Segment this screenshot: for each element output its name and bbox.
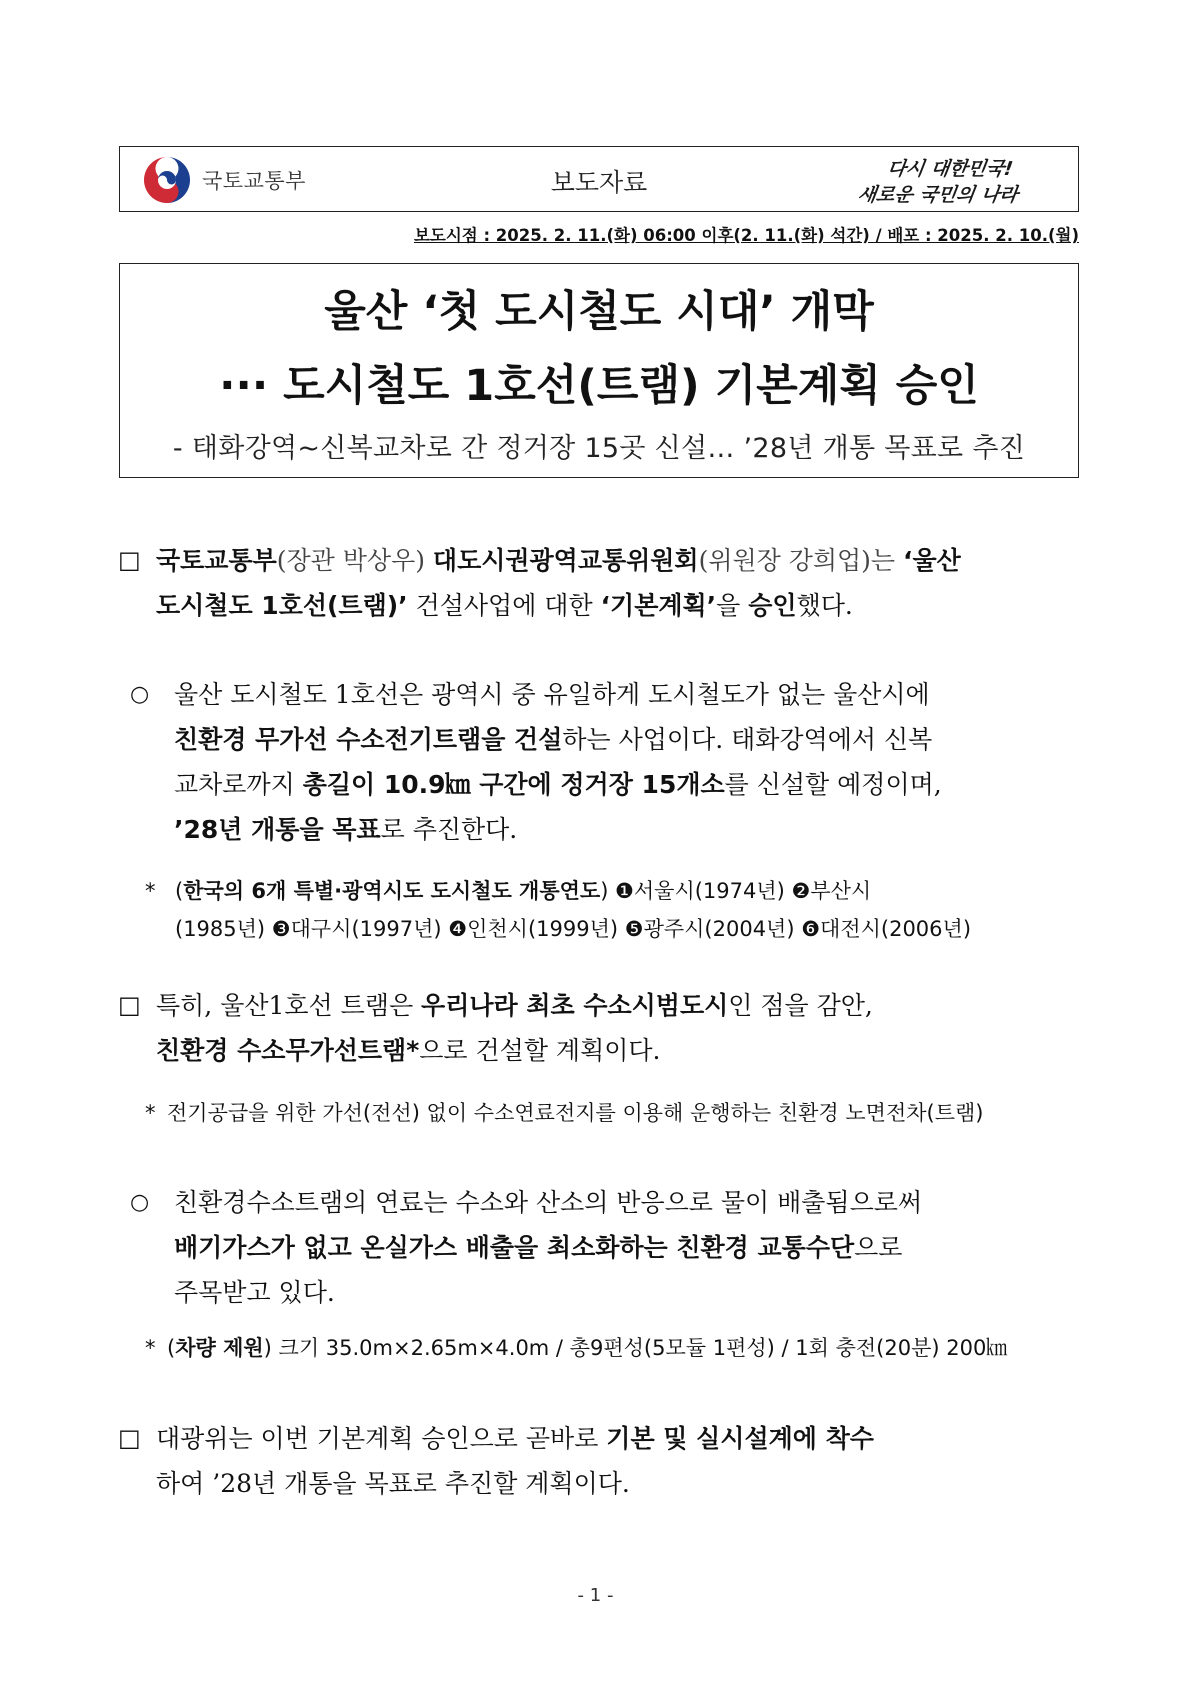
text-run: 했다. (796, 591, 853, 620)
approval-ref: 승인 (748, 591, 797, 620)
slogan-line-1: 다시 대한민국! (885, 157, 1015, 180)
emphasis: ’28년 개통을 목표 (174, 815, 381, 844)
ministry-ref: 국토교통부 (156, 546, 277, 575)
page-number: - 1 - (577, 1585, 614, 1606)
text-run: 하는 사업이다. 태화강역에서 신복 (562, 725, 933, 754)
asterisk-marker: * (145, 1336, 156, 1360)
emphasis: 친환경 수소무가선트램* (156, 1036, 420, 1065)
circle-bullet-icon: ○ (130, 1190, 150, 1215)
text-run: 을 (716, 591, 749, 620)
committee-note: (위원장 강희업)는 (698, 546, 904, 575)
text-run: 대광위는 이번 기본계획 승인으로 곧바로 (156, 1424, 607, 1453)
title-box (119, 263, 1079, 478)
checkbox-marker-icon: □ (118, 546, 141, 574)
doc-type-label: 보도자료 (550, 168, 648, 197)
header-box (119, 146, 1079, 212)
text-run: 로 추진한다. (380, 815, 518, 844)
text-run: ( (175, 879, 184, 903)
footnote-1-line-2: (1985년) ❸대구시(1997년) ❹인천시(1999년) ❺광주시(2004년) ❻대전시(2006년) (175, 917, 972, 941)
text-run: 교차로까지 (174, 770, 303, 799)
emphasis: 한국의 6개 특별·광역시도 도시철도 개통연도 (183, 879, 601, 903)
emphasis: 배기가스가 없고 온실가스 배출을 최소화하는 친환경 교통수단 (174, 1233, 855, 1262)
circle-bullet-icon: ○ (130, 682, 150, 707)
text-run: ) 크기 35.0m×2.65m×4.0m / 총9편성(5모듈 1편성) / 1회 충전(20분) 200㎞ (263, 1336, 1008, 1360)
checkbox-marker-icon: □ (118, 1424, 141, 1452)
headline-subtitle: - 태화강역~신복교차로 간 정거장 15곳 신설… ’28년 개통 목표로 추진 (172, 433, 1026, 464)
basic-plan-ref: ‘기본계획’ (600, 591, 717, 620)
project-name-start: ‘울산 (903, 546, 961, 575)
release-schedule: 보도시점 : 2025. 2. 11.(화) 06:00 이후(2. 11.(화) 석간) / 배포 : 2025. 2. 10.(월) (413, 226, 1079, 245)
emphasis: 우리나라 최초 수소시범도시 (421, 991, 729, 1020)
headline-line-2: ··· 도시철도 1호선(트램) 기본계획 승인 (219, 361, 979, 411)
footnote-2-text: 전기공급을 위한 가선(전선) 없이 수소연료전지를 이용해 운행하는 친환경 노면전차(트램) (167, 1101, 984, 1125)
text-run: ) ❶서울시(1974년) ❷부산시 (600, 879, 872, 903)
p5-line-2: 하여 ’28년 개통을 목표로 추진할 계획이다. (156, 1469, 630, 1498)
text-run: 으로 (854, 1233, 903, 1262)
text-run: 건설사업에 대한 (407, 591, 601, 620)
project-name-end: 도시철도 1호선(트램)’ (156, 591, 408, 620)
text-run: 특히, 울산1호선 트램은 (156, 991, 422, 1020)
text-run: 인 점을 감안, (728, 991, 873, 1020)
checkbox-marker-icon: □ (118, 991, 141, 1019)
asterisk-marker: * (145, 879, 156, 903)
emphasis: 차량 제원 (175, 1336, 264, 1360)
emphasis: 총길이 10.9㎞ 구간에 정거장 15개소 (302, 770, 725, 799)
p2-line-1: 울산 도시철도 1호선은 광역시 중 유일하게 도시철도가 없는 울산시에 (174, 680, 930, 709)
minister-note: (장관 박상우) (276, 546, 433, 575)
emphasis: 친환경 무가선 수소전기트램을 건설 (174, 725, 563, 754)
emphasis: 기본 및 실시설계에 착수 (606, 1424, 874, 1453)
text-run: 를 신설할 예정이며, (724, 770, 942, 799)
headline-line-1: 울산 ‘첫 도시철도 시대’ 개막 (324, 287, 874, 337)
p4-line-3: 주목받고 있다. (174, 1278, 335, 1307)
p4-line-1: 친환경수소트램의 연료는 수소와 산소의 반응으로 물이 배출됨으로써 (174, 1188, 923, 1217)
text-run: 으로 건설할 계획이다. (419, 1036, 661, 1065)
committee-ref: 대도시권광역교통위원회 (432, 546, 699, 575)
slogan-calligraphy (850, 151, 1060, 209)
text-run: ( (167, 1336, 176, 1360)
ministry-name: 국토교통부 (202, 169, 306, 193)
asterisk-marker: * (145, 1101, 156, 1125)
slogan-line-2: 새로운 국민의 나라 (856, 183, 1020, 206)
